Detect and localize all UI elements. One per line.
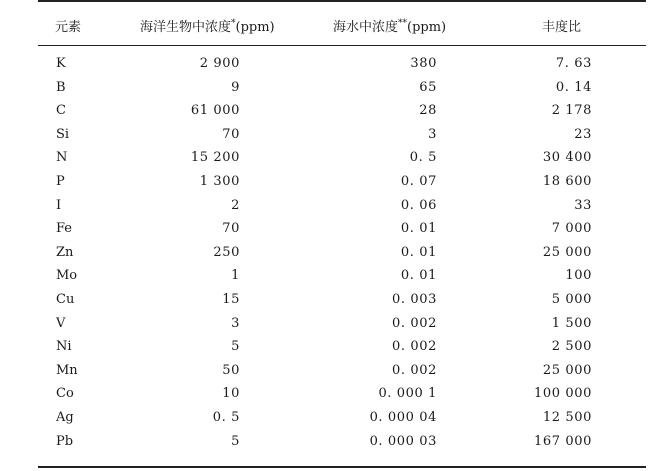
table-row (0, 316, 662, 338)
header-bio-unit: (ppm) (235, 20, 275, 35)
table-row (0, 56, 662, 78)
header-sea-concentration (333, 16, 446, 35)
table-row (0, 268, 662, 290)
element-cell: Mn (56, 362, 78, 378)
sea-concentration-cell: 380 (410, 56, 437, 71)
header-bio-mark: * (231, 18, 236, 29)
header-sea-unit: (ppm) (407, 20, 447, 35)
table-row (0, 292, 662, 314)
abundance-ratio-cell: 5 000 (551, 292, 592, 307)
table-row (0, 434, 662, 456)
element-cell: N (56, 150, 68, 166)
element-cell: Ni (56, 339, 72, 355)
element-cell: P (56, 174, 65, 189)
table-row (0, 174, 662, 196)
abundance-ratio-cell: 2 500 (551, 339, 592, 355)
table-row (0, 150, 662, 172)
sea-concentration-cell: 0. 01 (400, 221, 437, 237)
bio-concentration-cell: 9 (231, 79, 240, 95)
table-row (0, 127, 662, 149)
sea-concentration-cell: 3 (428, 126, 437, 142)
bio-concentration-cell: 70 (222, 221, 240, 237)
abundance-ratio-cell: 167 000 (534, 433, 592, 449)
abundance-ratio-cell: 12 500 (542, 410, 592, 425)
header-sea-label: 海水中浓度 (333, 20, 399, 35)
bio-concentration-cell: 15 200 (190, 150, 240, 166)
element-cell: K (56, 56, 66, 71)
sea-concentration-cell: 0. 000 04 (369, 410, 437, 425)
sea-concentration-cell: 28 (419, 103, 437, 119)
element-cell: Pb (56, 433, 74, 449)
abundance-ratio-cell: 23 (574, 126, 592, 142)
sea-concentration-cell: 0. 5 (409, 150, 437, 166)
abundance-ratio-cell: 0. 14 (555, 79, 592, 95)
bio-concentration-cell: 61 000 (190, 103, 240, 119)
abundance-ratio-cell: 18 600 (542, 174, 592, 189)
bio-concentration-cell: 1 (231, 268, 240, 284)
header-abundance-ratio: 丰度比 (542, 20, 582, 35)
bio-concentration-cell: 2 (231, 197, 240, 213)
abundance-ratio-cell: 100 000 (534, 386, 592, 402)
bio-concentration-cell: 5 (231, 433, 240, 449)
element-cell: Cu (56, 292, 75, 307)
table-row (0, 221, 662, 243)
element-cell: B (56, 79, 66, 95)
element-cell: Zn (56, 244, 74, 260)
sea-concentration-cell: 0. 06 (400, 197, 437, 213)
abundance-ratio-cell: 30 400 (542, 150, 592, 166)
sea-concentration-cell: 0. 07 (400, 174, 437, 189)
abundance-ratio-cell: 7 000 (551, 221, 592, 237)
abundance-ratio-cell: 25 000 (542, 362, 592, 378)
abundance-ratio-cell: 2 178 (551, 103, 592, 119)
element-cell: Si (56, 126, 70, 142)
table-row (0, 245, 662, 267)
header-sea-mark: ** (398, 18, 408, 29)
element-cell: V (56, 315, 66, 331)
header-element: 元素 (55, 20, 82, 35)
top-rule (38, 0, 646, 2)
element-cell: I (56, 197, 62, 213)
header-rule (38, 45, 646, 46)
sea-concentration-cell: 0. 000 1 (378, 386, 437, 402)
table-row (0, 80, 662, 102)
sea-concentration-cell: 0. 002 (392, 362, 437, 378)
abundance-ratio-cell: 7. 63 (555, 56, 592, 71)
sea-concentration-cell: 0. 01 (400, 268, 437, 284)
bio-concentration-cell: 0. 5 (212, 410, 240, 425)
bio-concentration-cell: 3 (231, 315, 240, 331)
header-bio-label: 海洋生物中浓度 (140, 20, 232, 35)
bio-concentration-cell: 2 900 (199, 56, 240, 71)
bio-concentration-cell: 5 (231, 339, 240, 355)
element-cell: Mo (56, 268, 78, 284)
sea-concentration-cell: 0. 01 (400, 244, 437, 260)
bio-concentration-cell: 1 300 (199, 174, 240, 189)
element-cell: C (56, 103, 66, 119)
element-cell: Co (56, 386, 74, 402)
header-bio-concentration (140, 16, 275, 35)
bio-concentration-cell: 50 (222, 362, 240, 378)
sea-concentration-cell: 65 (419, 79, 437, 95)
abundance-ratio-cell: 1 500 (551, 315, 592, 331)
bottom-rule (38, 466, 646, 468)
sea-concentration-cell: 0. 002 (392, 339, 437, 355)
bio-concentration-cell: 70 (222, 126, 240, 142)
sea-concentration-cell: 0. 000 03 (369, 433, 437, 449)
table-row (0, 339, 662, 361)
abundance-ratio-cell: 100 (565, 268, 592, 284)
table-row (0, 103, 662, 125)
sea-concentration-cell: 0. 003 (392, 292, 437, 307)
sea-concentration-cell: 0. 002 (392, 315, 437, 331)
element-cell: Fe (56, 221, 73, 237)
element-cell: Ag (56, 410, 74, 425)
abundance-ratio-cell: 25 000 (542, 244, 592, 260)
bio-concentration-cell: 15 (222, 292, 240, 307)
bio-concentration-cell: 250 (213, 244, 240, 260)
table-row (0, 363, 662, 385)
table-row (0, 198, 662, 220)
bio-concentration-cell: 10 (222, 386, 240, 402)
table-row (0, 386, 662, 408)
table-row (0, 410, 662, 432)
abundance-ratio-cell: 33 (574, 197, 592, 213)
